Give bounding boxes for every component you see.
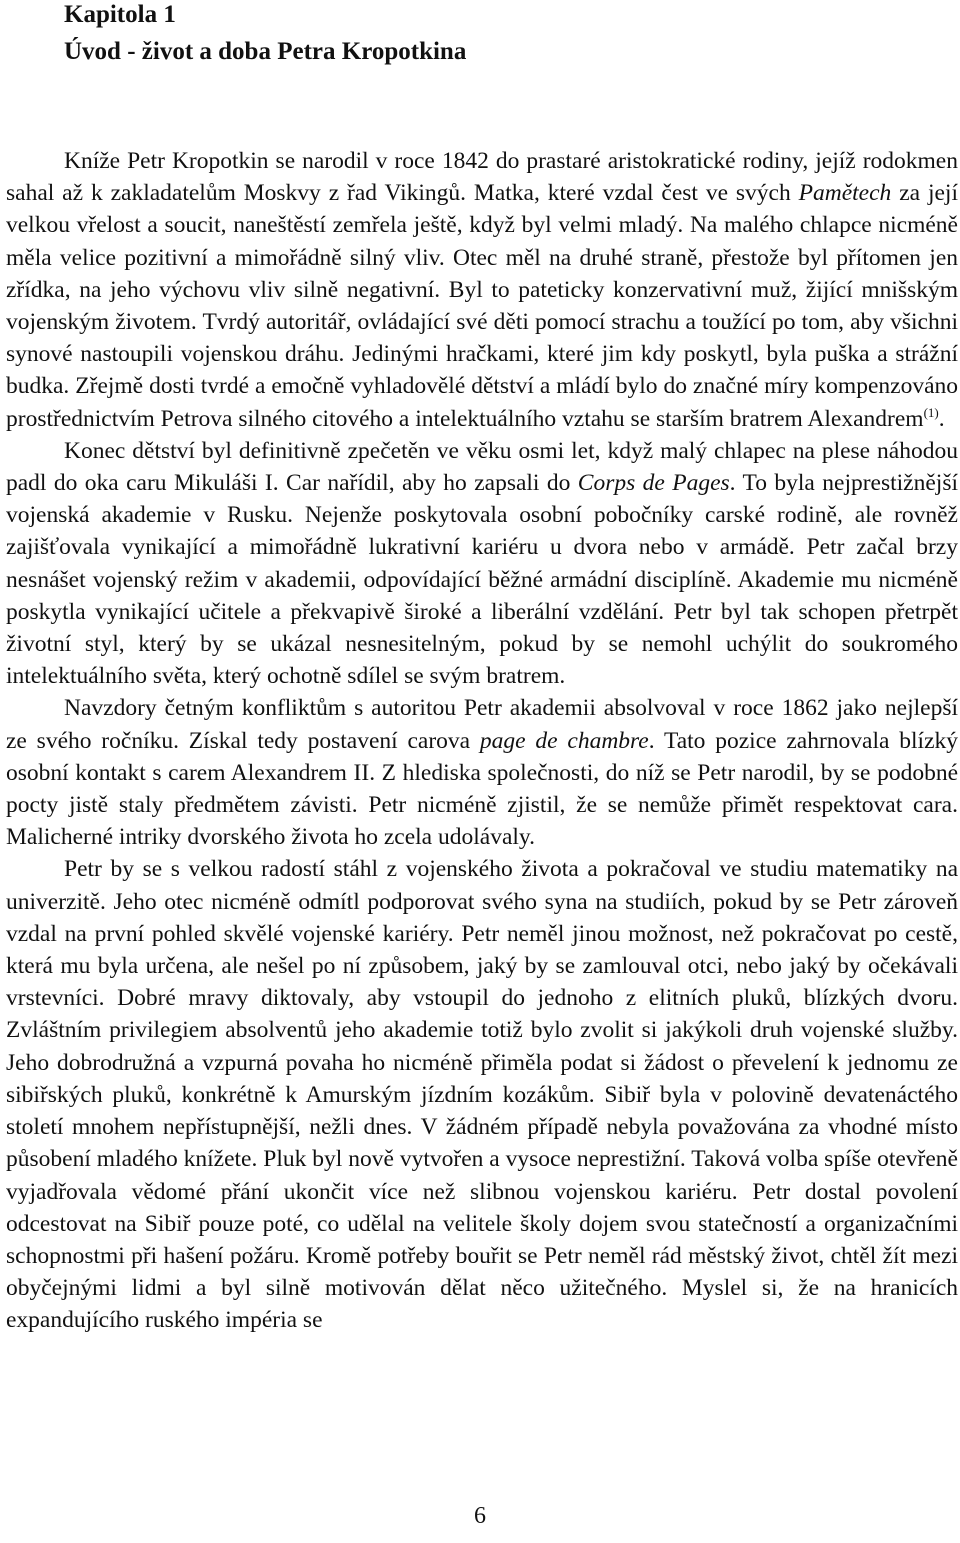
paragraph bbox=[6, 145, 958, 435]
text-run: . bbox=[938, 405, 945, 432]
footnote-marker: (1) bbox=[923, 404, 939, 420]
italic-text: Pamětech bbox=[798, 180, 892, 207]
page-number: 6 bbox=[474, 1503, 486, 1529]
italic-text: page de chambre bbox=[479, 727, 649, 754]
paragraph bbox=[6, 435, 958, 693]
chapter-heading bbox=[64, 0, 466, 70]
body-text bbox=[6, 145, 958, 1337]
text-run: . Tato pozice zahrnovala blízký osobní kontakt s carem Alexandrem II. Z hlediska společnosti, do níž se Petr narodil, by se podobné pocty jistě staly předmětem závisti. Petr nicméně zjistil, že se nemůže přimět respektovat cara. Malicherné intriky dvorského života ho zcela udolávaly. bbox=[6, 727, 958, 851]
chapter-title: Úvod - život a doba Petra Kropotkina bbox=[64, 38, 467, 65]
text-run: Kníže Petr Kropotkin se narodil v roce 1842 do prastaré aristokratické rodiny, jejíž rodokmen sahal až k zakladatelům Moskvy z řad Vikingů. Matka, které vzdal čest ve svých bbox=[6, 148, 958, 207]
chapter-label: Kapitola 1 bbox=[64, 1, 176, 28]
text-run: Konec dětství byl definitivně zpečetěn ve věku osmi let, když malý chlapec na plese náhodou padl do oka caru Mikuláši I. Car nařídil, aby ho zapsali do bbox=[6, 437, 958, 497]
text-run: za její velkou vřelost a soucit, naneštěstí zemřela ještě, když byl velmi mladý. Na malého chlapce nicméně měla velice pozitivní a mimořádně silný vliv. Otec měl na druhé straně, přestože byl přítomen jen zřídka, na jeho výchovu vliv silně negativní. Byl to pateticky konzervativní muž, žijící mnišským vojenským životem. Tvrdý autoritář, ovládající své děti pomocí strachu a toužící po tom, aby všichni synové nastoupili vojenskou dráhu. Jedinými hračkami, které jim kdy poskytl, byla puška a strážní budka. Zřejmě dosti tvrdé a emočně vyhladovělé dětství a mládí bylo do značné míry kompenzováno prostřednictvím Petrova silného citového a intelektuálního vztahu se starším bratrem Alexandrem bbox=[6, 180, 958, 432]
paragraph bbox=[6, 692, 958, 853]
text-run: Navzdory četným konfliktům s autoritou Petr akademii absolvoval v roce 1862 jako nejlepší ze svého ročníku. Získal tedy postavení carova bbox=[6, 695, 958, 754]
text-run: Petr by se s velkou radostí stáhl z vojenského života a pokračoval ve studiu matematiky na univerzitě. Jeho otec nicméně odmítl podporovat svého syna na studiích, pokud by se Petr zároveň vzdal na první pohled skvělé vojenské kariéry. Petr neměl jinou možnost, než pokračovat po cestě, která mu byla určena, ale nešel po ní způsobem, jaký by se zamlouval otci, nebo jaký by očekávali vrstevníci. Dobré mravy diktovaly, aby vstoupil do jednoho z elitních pluků, blízkých dvoru. Zvláštním privilegiem absolventů jeho akademie totiž bylo zvolit si jakýkoli druh vojenské služby. Jeho dobrodružná a vzpurná povaha ho nicméně přiměla podat si žádost o převelení k jednomu ze sibiřských pluků, konkrétně k Amurským jízdním kozákům. Sibiř byla v polovině devatenáctého století mnohem nepřístupnější, nežli dnes. V žádném případě nebyla považována za vhodné místo působení mladého knížete. Pluk byl nově vytvořen a vysoce neprestižní. Taková volba spíše otevřeně vyjadřovala vědomé přání ukončit více než slibnou vojenskou kariéru. Petr dostal povolení odcestovat na Sibiř pouze poté, co udělal na velitele školy dojem svou statečností a organizačními schopnostmi při hašení požáru. Kromě potřeby bouřit se Petr neměl rád městský život, chtěl žít mezi obyčejnými lidmi a byl silně motivován dělat něco užitečného. Myslel si, že na hranicích expandujícího ruského impéria se bbox=[6, 856, 958, 1334]
paragraph bbox=[6, 853, 958, 1336]
text-run: . To byla nejprestižnější vojenská akademie v Rusku. Nejenže poskytovala osobní pobočníky carské rodině, ale rovněž zajišťovala vynikající a mimořádně lukrativní kariéru u dvora nebo v armádě. Petr začal brzy nesnášet vojenský režim v akademii, odpovídající běžné armádní disciplíně. Akademie mu nicméně poskytla vynikající učitele a překvapivě široké a liberální vzdělání. Petr byl tak schopen přetrpět životní styl, který by se ukázal nesnesitelným, pokud by se nemohl uchýlit do soukromého intelektuálního světa, který ochotně sdílel se svým bratrem. bbox=[6, 470, 958, 690]
italic-text: Corps de Pages bbox=[577, 470, 730, 497]
